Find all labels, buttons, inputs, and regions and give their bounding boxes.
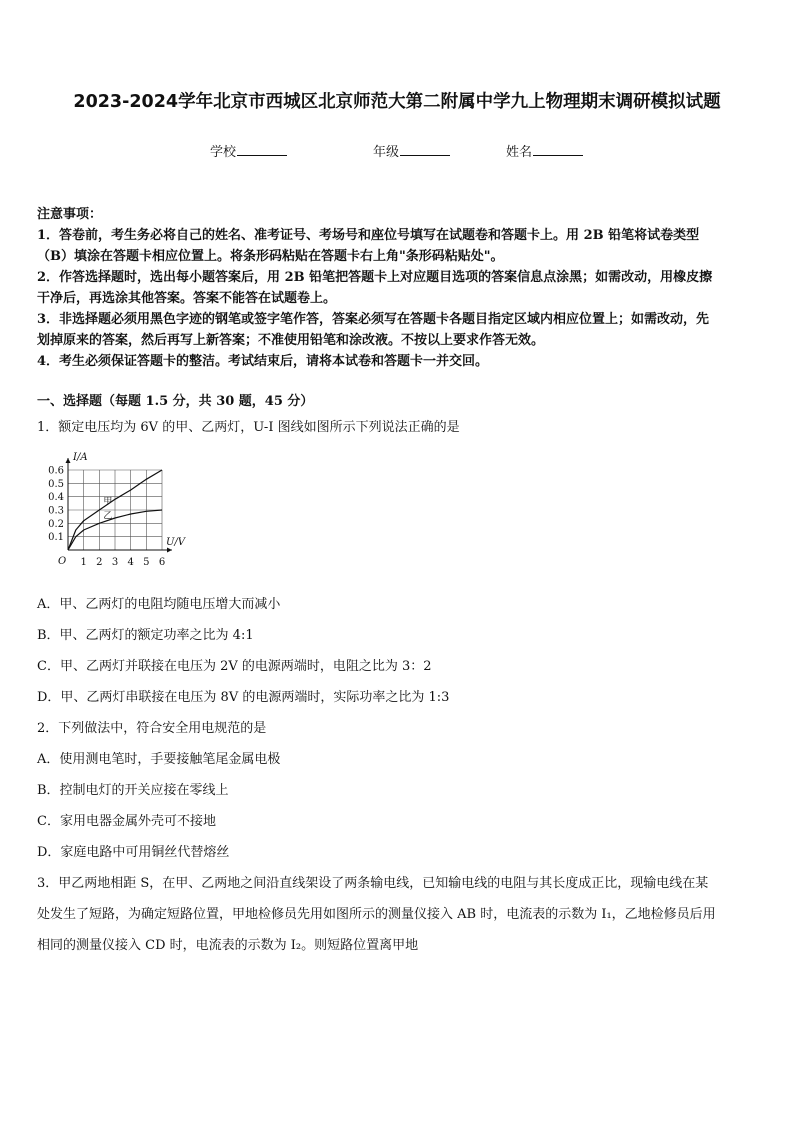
- y-axis-label: I/A: [73, 452, 88, 463]
- series-name-label: 甲: [103, 497, 113, 507]
- origin-label: O: [58, 556, 67, 567]
- x-tick-label: 1: [80, 557, 87, 568]
- notice-heading: 注意事项：: [37, 207, 103, 222]
- q1-option-a: A．甲、乙两灯的电阻均随电压增大而减小: [37, 597, 281, 612]
- notice-line: 1．答卷前，考生务必将自己的姓名、准考证号、考场号和座位号填写在试题卷和答题卡上。用 2B 铅笔将试卷类型: [37, 228, 700, 243]
- name-label: 姓名: [506, 145, 533, 160]
- notice-line: 划掉原来的答案，然后再写上新答案；不准使用铅笔和涂改液。不按以上要求作答无效。: [37, 333, 545, 348]
- notice-line: 4．考生必须保证答题卡的整洁。考试结束后，请将本试卷和答题卡一并交回。: [37, 354, 489, 369]
- y-tick-label: 0.2: [48, 518, 64, 530]
- notice-line: 2．作答选择题时，选出每小题答案后，用 2B 铅笔把答题卡上对应题目选项的答案信息点涂黑；如需改动，用橡皮擦: [37, 270, 713, 285]
- q2-option-d: D．家庭电路中可用铜丝代替熔丝: [37, 845, 230, 860]
- q2-option-c: C．家用电器金属外壳可不接地: [37, 814, 216, 829]
- x-axis-arrow: [167, 548, 172, 553]
- x-tick-label: 4: [127, 557, 134, 568]
- y-tick-label: 0.5: [48, 478, 64, 490]
- notice-line: 干净后，再选涂其他答案。答案不能答在试题卷上。: [37, 291, 337, 306]
- name-field: [506, 141, 583, 160]
- x-tick-label: 3: [111, 557, 119, 568]
- y-tick-label: 0.4: [48, 492, 64, 504]
- grade-field: [373, 141, 450, 160]
- x-axis-label: U/V: [166, 537, 186, 548]
- series-name-label: 乙: [103, 511, 113, 522]
- y-tick-label: 0.6: [48, 465, 64, 477]
- x-tick-label: 2: [96, 557, 103, 568]
- chart-grid: [68, 470, 162, 550]
- school-blank: [237, 143, 287, 156]
- y-tick-label: 0.1: [48, 532, 64, 544]
- x-tick-label: 5: [143, 557, 150, 568]
- q3-line: 3．甲乙两地相距 S，在甲、乙两地之间沿直线架设了两条输电线，已知输电线的电阻与其长度成正比，现输电线在某: [37, 876, 709, 891]
- q1-option-b: B．甲、乙两灯的额定功率之比为 4:1: [37, 628, 254, 643]
- q1-option-c: C．甲、乙两灯并联接在电压为 2V 的电源两端时，电阻之比为 3：2: [37, 659, 432, 674]
- q3-line: 相同的测量仪接入 CD 时，电流表的示数为 I₂。则短路位置离甲地: [37, 938, 419, 953]
- school-field: [210, 141, 287, 160]
- grade-label: 年级: [373, 145, 400, 160]
- q3-line: 处发生了短路，为确定短路位置，甲地检修员先用如图所示的测量仪接入 AB 时，电流表的示数为 I₁，乙地检修员后用: [37, 907, 716, 922]
- chart-axes: [66, 458, 173, 553]
- notice-line: （B）填涂在答题卡相应位置上。将条形码粘贴在答题卡右上角"条形码粘贴处"。: [37, 249, 504, 264]
- section-heading: 一、选择题（每题 1.5 分，共 30 题，45 分）: [37, 394, 314, 409]
- y-tick-label: 0.3: [48, 505, 64, 517]
- ui-chart: [40, 448, 200, 578]
- q2-stem: 2．下列做法中，符合安全用电规范的是: [37, 721, 267, 736]
- y-axis-arrow: [66, 458, 71, 463]
- q2-option-b: B．控制电灯的开关应接在零线上: [37, 783, 229, 798]
- q1-option-d: D．甲、乙两灯串联接在电压为 8V 的电源两端时，实际功率之比为 1:3: [37, 690, 450, 705]
- ui-chart-svg: [40, 448, 200, 578]
- exam-title: 2023-2024学年北京市西城区北京师范大第二附属中学九上物理期末调研模拟试题: [73, 92, 721, 112]
- notice-line: 3．非选择题必须用黑色字迹的钢笔或签字笔作答，答案必须写在答题卡各题目指定区域内相应位置上；如需改动，先: [37, 312, 710, 327]
- name-blank: [533, 143, 583, 156]
- q1-stem: 1．额定电压均为 6V 的甲、乙两灯，U-I 图线如图所示下列说法正确的是: [37, 420, 460, 435]
- grade-blank: [400, 143, 450, 156]
- x-tick-label: 6: [158, 557, 166, 568]
- school-label: 学校: [210, 145, 237, 160]
- q2-option-a: A．使用测电笔时，手要接触笔尾金属电极: [37, 752, 281, 767]
